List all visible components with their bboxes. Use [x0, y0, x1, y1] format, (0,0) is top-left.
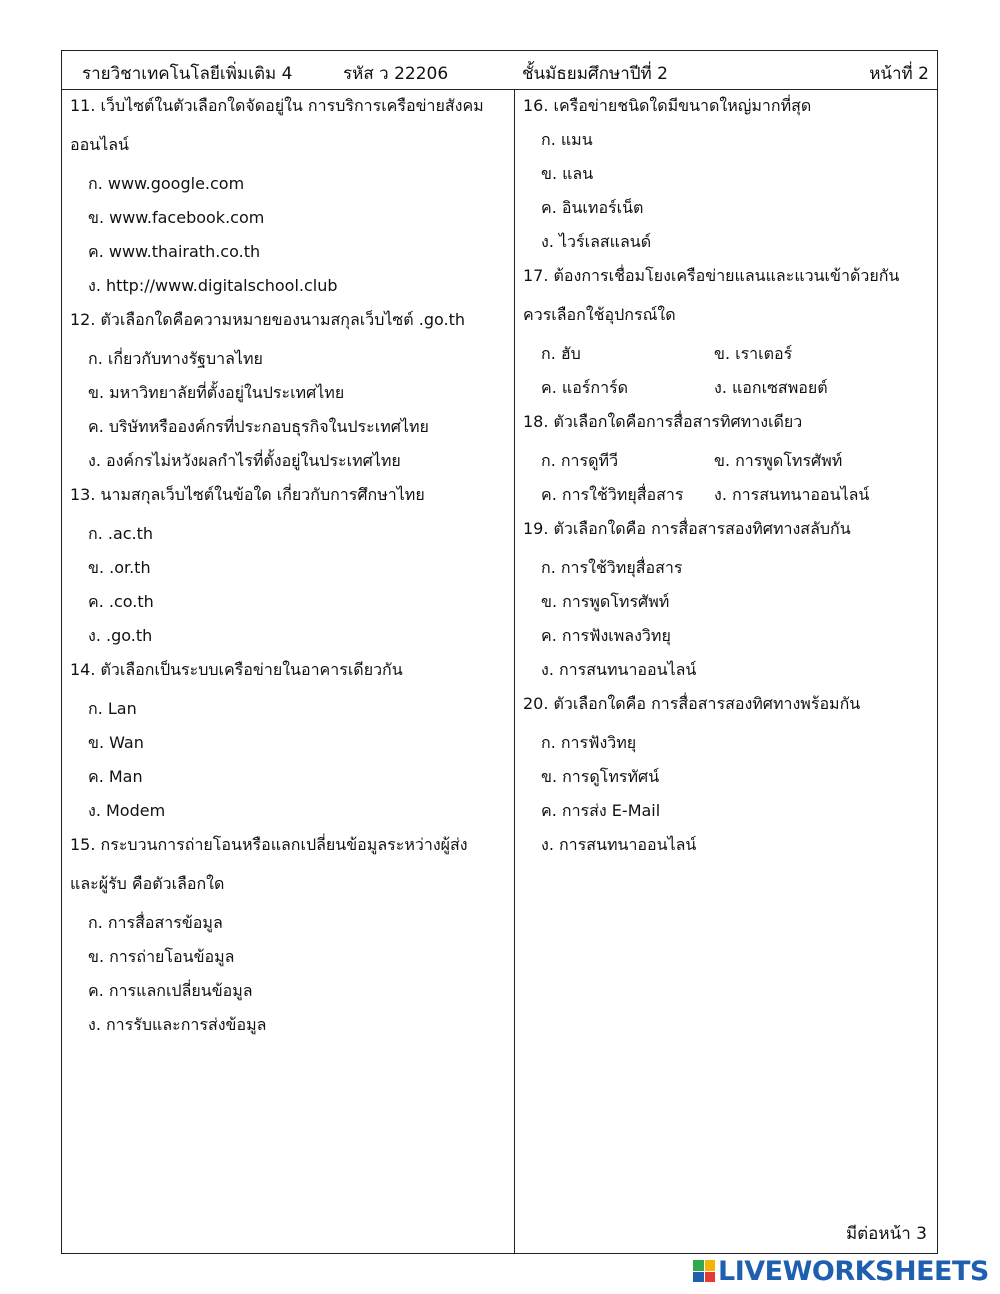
option-14-d[interactable]: ง. Modem	[88, 801, 166, 820]
option-12-a[interactable]: ก. เกี่ยวกับทางรัฐบาลไทย	[88, 349, 263, 368]
worksheet-page	[61, 50, 938, 1254]
option-16-a[interactable]: ก. แมน	[541, 130, 593, 149]
option-20-b[interactable]: ข. การดูโทรทัศน์	[541, 767, 660, 786]
worksheet-header	[62, 51, 937, 90]
right-column	[523, 89, 933, 862]
question-14: 14. ตัวเลือกเป็นระบบเครือข่ายในอาคารเดียวกัน	[70, 660, 403, 679]
question-12: 12. ตัวเลือกใดคือความหมายของนามสกุลเว็บไซต์ .go.th	[70, 310, 465, 329]
option-17-c[interactable]: ค. แอร์การ์ด	[541, 378, 629, 397]
option-11-c[interactable]: ค. www.thairath.co.th	[88, 242, 261, 261]
question-18: 18. ตัวเลือกใดคือการสื่อสารทิศทางเดียว	[523, 412, 803, 431]
option-15-d[interactable]: ง. การรับและการส่งข้อมูล	[88, 1015, 267, 1034]
option-11-d[interactable]: ง. http://www.digitalschool.club	[88, 276, 338, 295]
option-12-c[interactable]: ค. บริษัทหรือองค์กรที่ประกอบธุรกิจในประเทศไทย	[88, 417, 429, 436]
option-16-b[interactable]: ข. แลน	[541, 164, 594, 183]
option-15-c[interactable]: ค. การแลกเปลี่ยนข้อมูล	[88, 981, 253, 1000]
left-column	[70, 89, 510, 1042]
option-19-c[interactable]: ค. การฟังเพลงวิทยุ	[541, 626, 671, 645]
option-14-a[interactable]: ก. Lan	[88, 699, 137, 718]
option-row-17-cd	[523, 371, 933, 405]
option-12-d[interactable]: ง. องค์กรไม่หวังผลกำไรที่ตั้งอยู่ในประเทศไทย	[88, 451, 401, 470]
option-20-a[interactable]: ก. การฟังวิทยุ	[541, 733, 637, 752]
option-row-18-cd	[523, 478, 933, 512]
question-17: 17. ต้องการเชื่อมโยงเครือข่ายแลนและแวนเข้าด้วยกัน	[523, 266, 900, 285]
question-15: 15. กระบวนการถ่ายโอนหรือแลกเปลี่ยนข้อมูลระหว่างผู้ส่ง	[70, 835, 468, 854]
subject-code: รหัส ว 22206	[343, 64, 449, 84]
question-16: 16. เครือข่ายชนิดใดมีขนาดใหญ่มากที่สุด	[523, 96, 812, 115]
grade-level: ชั้นมัธยมศึกษาปีที่ 2	[522, 64, 668, 84]
option-18-d[interactable]: ง. การสนทนาออนไลน์	[714, 485, 870, 504]
option-row-17-ab	[523, 337, 933, 371]
option-18-b[interactable]: ข. การพูดโทรศัพท์	[714, 451, 843, 470]
option-18-a[interactable]: ก. การดูทีวี	[541, 451, 619, 470]
option-15-b[interactable]: ข. การถ่ายโอนข้อมูล	[88, 947, 235, 966]
option-11-b[interactable]: ข. www.facebook.com	[88, 208, 265, 227]
logo-tile-blue	[693, 1272, 704, 1283]
option-14-c[interactable]: ค. Man	[88, 767, 143, 786]
option-19-d[interactable]: ง. การสนทนาออนไลน์	[541, 660, 697, 679]
option-17-a[interactable]: ก. ฮับ	[541, 344, 581, 363]
logo-tile-green	[693, 1260, 704, 1271]
option-12-b[interactable]: ข. มหาวิทยาลัยที่ตั้งอยู่ในประเทศไทย	[88, 383, 345, 402]
option-16-d[interactable]: ง. ไวร์เลสแลนด์	[541, 232, 652, 251]
option-13-a[interactable]: ก. .ac.th	[88, 524, 154, 543]
option-19-b[interactable]: ข. การพูดโทรศัพท์	[541, 592, 670, 611]
option-17-d[interactable]: ง. แอกเซสพอยต์	[714, 378, 828, 397]
brand-name: LIVEWORKSHEETS	[718, 1255, 989, 1287]
column-divider	[514, 89, 515, 1253]
question-13: 13. นามสกุลเว็บไซต์ในข้อใด เกี่ยวกับการศึกษาไทย	[70, 485, 425, 504]
question-17-continued: ควรเลือกใช้อุปกรณ์ใด	[523, 305, 676, 324]
question-11: 11. เว็บไซต์ในตัวเลือกใดจัดอยู่ใน การบริการเครือข่ายสังคม	[70, 96, 484, 115]
option-20-d[interactable]: ง. การสนทนาออนไลน์	[541, 835, 697, 854]
option-row-18-ab	[523, 444, 933, 478]
question-19: 19. ตัวเลือกใดคือ การสื่อสารสองทิศทางสลับกัน	[523, 519, 851, 538]
option-19-a[interactable]: ก. การใช้วิทยุสื่อสาร	[541, 558, 683, 577]
option-11-a[interactable]: ก. www.google.com	[88, 174, 245, 193]
question-20: 20. ตัวเลือกใดคือ การสื่อสารสองทิศทางพร้อมกัน	[523, 694, 861, 713]
option-17-b[interactable]: ข. เราเตอร์	[714, 344, 793, 363]
option-16-c[interactable]: ค. อินเทอร์เน็ต	[541, 198, 644, 217]
continued-note: มีต่อหน้า 3	[845, 1224, 927, 1244]
option-13-b[interactable]: ข. .or.th	[88, 558, 151, 577]
option-18-c[interactable]: ค. การใช้วิทยุสื่อสาร	[541, 485, 684, 504]
logo-tile-yellow	[705, 1260, 716, 1271]
page-number: หน้าที่ 2	[869, 64, 929, 84]
subject-title: รายวิชาเทคโนโลยีเพิ่มเติม 4	[82, 64, 293, 84]
option-13-c[interactable]: ค. .co.th	[88, 592, 154, 611]
option-15-a[interactable]: ก. การสื่อสารข้อมูล	[88, 913, 223, 932]
question-15-continued: และผู้รับ คือตัวเลือกใด	[70, 874, 225, 893]
question-11-continued: ออนไลน์	[70, 135, 129, 154]
option-14-b[interactable]: ข. Wan	[88, 733, 144, 752]
liveworksheets-logo-icon	[693, 1260, 715, 1282]
logo-tile-red	[705, 1272, 716, 1283]
liveworksheets-brand[interactable]	[693, 1256, 989, 1286]
option-13-d[interactable]: ง. .go.th	[88, 626, 153, 645]
option-20-c[interactable]: ค. การส่ง E-Mail	[541, 801, 661, 820]
